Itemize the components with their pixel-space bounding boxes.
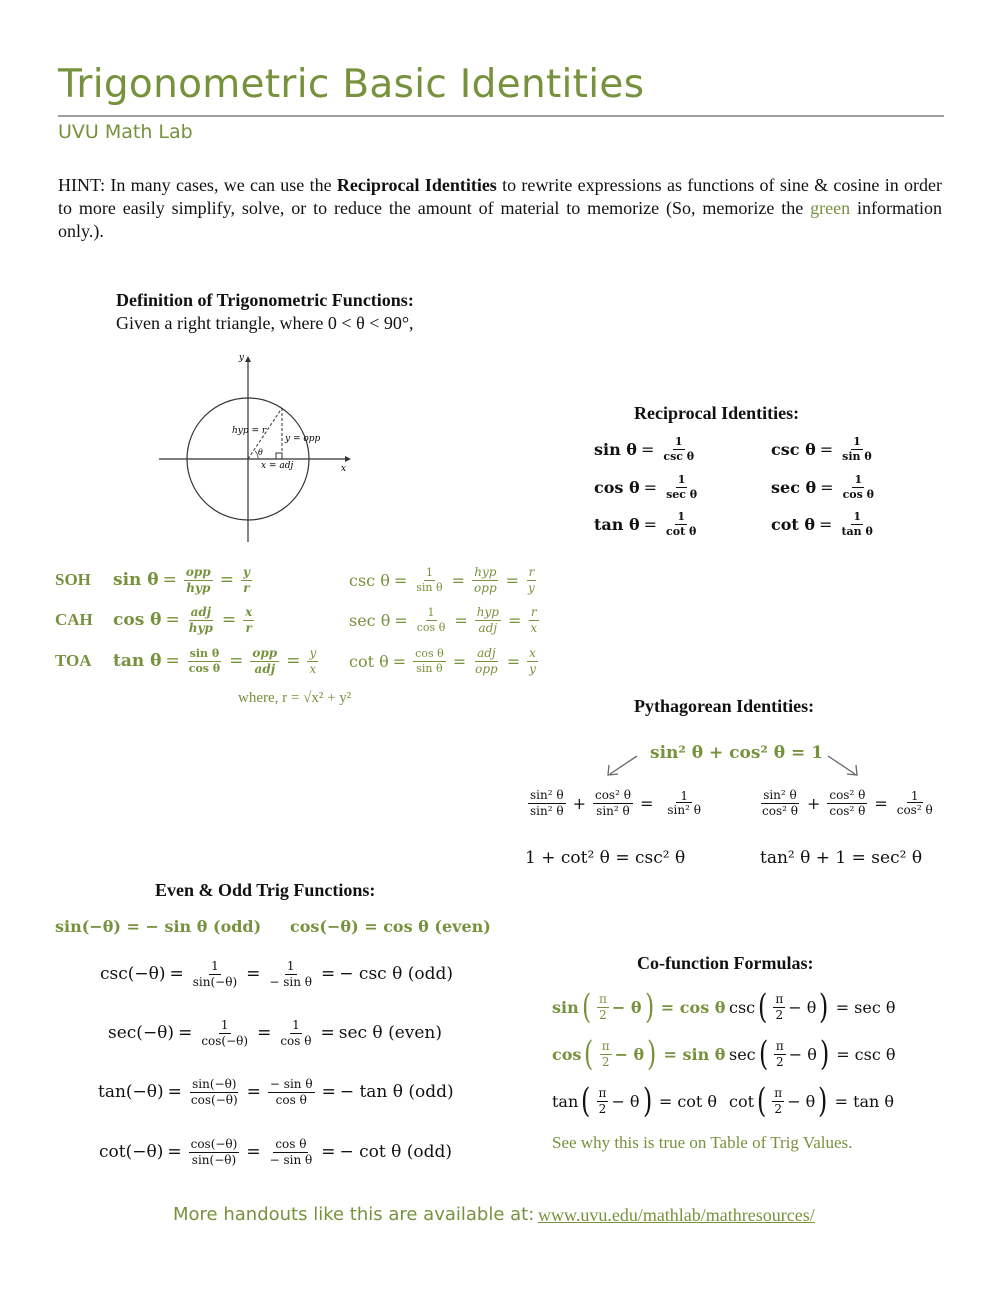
even-odd-cos: cos(−θ) = cos θ (even) bbox=[290, 917, 491, 936]
reciprocal-heading: Reciprocal Identities: bbox=[634, 403, 800, 423]
fraction: $\frac{y}{r}$ bbox=[242, 565, 250, 595]
left-arrow-icon bbox=[610, 756, 637, 774]
fraction: $\frac{\text{adj}}{\text{hyp}}$ bbox=[188, 605, 213, 635]
even-odd-cot: cot(−θ) = $\frac{\cos(-\theta)}{\sin(-\theta)}$ = $\frac{\text{cos θ}}{\text{− sin θ}}$ = − cot θ (odd) bbox=[99, 1137, 453, 1167]
csc-row: csc θ = $\frac{1}{\text{sin θ}}$ = $\frac{\text{hyp}}{\text{opp}}$ = $\frac{r}{y}$ bbox=[349, 565, 535, 595]
rfunc: cot θ bbox=[349, 651, 389, 671]
reciprocal-tan: tan θ = $\frac{1}{\text{cot θ}}$ bbox=[594, 510, 697, 538]
cofunction-note: See why this is true on Table of Trig Values. bbox=[552, 1133, 853, 1152]
even-odd-tan: tan(−θ) = $\frac{\sin(-\theta)}{\cos(-\theta)}$ = $\frac{\text{− sin θ}}{\text{cos θ}}$ = − tan θ (odd) bbox=[98, 1077, 454, 1107]
fraction: $\frac{\text{cos θ}}{\text{sin θ}}$ bbox=[415, 647, 444, 675]
right-angle-mark bbox=[276, 453, 282, 459]
fraction: $\frac{r}{x}$ bbox=[530, 605, 538, 635]
cofunction-heading: Co-function Formulas: bbox=[637, 953, 814, 973]
pythagorean-arrows bbox=[600, 748, 870, 783]
cot-row: cot θ = $\frac{\text{cos θ}}{\text{sin θ}}$ = $\frac{\text{adj}}{\text{opp}}$ = $\frac{x}{y}$ bbox=[349, 646, 536, 676]
sec-row: sec θ = $\frac{1}{\text{cos θ}}$ = $\frac{\text{hyp}}{\text{adj}}$ = $\frac{r}{x}$ bbox=[349, 605, 538, 635]
cah-row: CAH cos θ = $\frac{\text{adj}}{\text{hyp}}$ = $\frac{x}{r}$ bbox=[55, 605, 253, 635]
theta-label: θ bbox=[258, 448, 263, 457]
fraction: $\frac{x}{r}$ bbox=[245, 605, 253, 635]
mnemonic: SOH bbox=[55, 570, 91, 590]
x-axis-arrow bbox=[345, 456, 351, 462]
definition-heading: Definition of Trigonometric Functions: bbox=[116, 290, 414, 310]
fraction: $\frac{\text{hyp}}{\text{opp}}$ bbox=[474, 565, 497, 595]
pythagorean-result-left: 1 + cot² θ = csc² θ bbox=[525, 848, 686, 868]
cofunction-row-tan: tan ( $\frac{\pi}{2}$ − θ ) = cot θ bbox=[552, 1081, 718, 1121]
page-title: Trigonometric Basic Identities bbox=[58, 62, 645, 107]
mnemonic: TOA bbox=[55, 651, 92, 671]
fraction: $\frac{y}{x}$ bbox=[309, 646, 317, 676]
pythagorean-result-right: tan² θ + 1 = sec² θ bbox=[760, 848, 923, 868]
unit-circle-diagram bbox=[155, 350, 355, 545]
footer-link[interactable]: www.uvu.edu/mathlab/mathresources/ bbox=[538, 1205, 815, 1225]
where-note: where, r = √x² + y² bbox=[238, 690, 352, 706]
cofunction-row-sin: sin ( $\frac{\pi}{2}$ − θ ) = cos θ bbox=[552, 987, 726, 1027]
y-axis-arrow bbox=[245, 356, 251, 362]
hint-prefix: HINT: In many cases, we can use the bbox=[58, 175, 337, 195]
fraction: $\frac{1}{\text{sin θ}}$ bbox=[416, 566, 443, 594]
definition-given: Given a right triangle, where 0 < θ < 90°, bbox=[116, 313, 414, 333]
reciprocal-sin: sin θ = $\frac{1}{\text{csc θ}}$ bbox=[594, 435, 695, 463]
even-odd-csc: csc(−θ) = $\frac{1}{\sin(-\theta)}$ = $\frac{1}{\text{− sin θ}}$ = − csc θ (odd) bbox=[100, 959, 454, 989]
even-odd-sin: sin(−θ) = − sin θ (odd) bbox=[55, 917, 262, 936]
toa-row: TOA tan θ = $\frac{\text{sin θ}}{\text{cos θ}}$ = $\frac{\text{opp}}{\text{adj}}$ = $\frac{y}{x}$ bbox=[55, 646, 317, 676]
fraction: $\frac{\text{hyp}}{\text{adj}}$ bbox=[476, 605, 499, 635]
rfunc: csc θ bbox=[349, 570, 390, 590]
hint-middle: to rewrite expressions as functions of sine & cosine in order to more easily simplify, solve, or to reduce the amount of material to memorize (So, memorize the bbox=[58, 175, 942, 218]
even-odd-sec: sec(−θ) = $\frac{1}{\cos(-\theta)}$ = $\frac{1}{\text{cos θ}}$ = sec θ (even) bbox=[108, 1018, 443, 1048]
pythagorean-main: sin² θ + cos² θ = 1 bbox=[650, 743, 824, 763]
cofunction-row-sec: sec ( $\frac{\pi}{2}$ − θ ) = csc θ bbox=[729, 1034, 896, 1074]
fraction: $\frac{\text{adj}}{\text{opp}}$ bbox=[475, 646, 498, 676]
reciprocal-sec: sec θ = $\frac{1}{\text{cos θ}}$ bbox=[771, 473, 874, 501]
rfunc: sec θ bbox=[349, 610, 391, 630]
pythagorean-left-derivation: $\frac{\text{sin² θ}}{\text{sin² θ}}$ + $\frac{\text{cos² θ}}{\text{sin² θ}}$ = $\frac{1}{\text{sin² θ}}$ bbox=[530, 788, 701, 818]
hint-bold: Reciprocal Identities bbox=[336, 175, 497, 195]
cofunction-row-cot: cot ( $\frac{\pi}{2}$ − θ ) = tan θ bbox=[729, 1081, 895, 1121]
opp-label: y = opp bbox=[285, 434, 321, 444]
func: tan θ bbox=[113, 651, 162, 672]
pythagorean-heading: Pythagorean Identities: bbox=[634, 696, 815, 716]
fraction: $\frac{1}{\text{cos θ}}$ bbox=[416, 606, 446, 634]
title-rule bbox=[58, 115, 944, 117]
even-odd-heading: Even & Odd Trig Functions: bbox=[155, 880, 376, 900]
fraction: $\frac{\text{sin θ}}{\text{cos θ}}$ bbox=[188, 647, 221, 675]
func: sin θ bbox=[113, 570, 159, 591]
cofunction-row-cos: cos ( $\frac{\pi}{2}$ − θ ) = sin θ bbox=[552, 1034, 726, 1074]
func: cos θ bbox=[113, 610, 162, 631]
x-axis-label: x bbox=[341, 464, 347, 474]
cofunction-row-csc: csc ( $\frac{\pi}{2}$ − θ ) = sec θ bbox=[729, 987, 896, 1027]
reciprocal-cot: cot θ = $\frac{1}{\text{tan θ}}$ bbox=[771, 510, 873, 538]
soh-row: SOH sin θ = $\frac{\text{opp}}{\text{hyp}}$ = $\frac{y}{r}$ bbox=[55, 565, 250, 595]
fraction: $\frac{\text{opp}}{\text{hyp}}$ bbox=[185, 565, 211, 595]
fraction: $\frac{x}{y}$ bbox=[529, 646, 536, 676]
hint-suffix: information only.). bbox=[58, 198, 943, 241]
hyp-label: hyp = r bbox=[232, 426, 267, 436]
fraction: $\frac{\text{opp}}{\text{adj}}$ bbox=[252, 646, 278, 676]
mnemonic: CAH bbox=[55, 610, 93, 630]
right-arrow-icon bbox=[828, 756, 855, 774]
adj-label: x = adj bbox=[261, 461, 294, 471]
reciprocal-cos: cos θ = $\frac{1}{\text{sec θ}}$ bbox=[594, 473, 698, 501]
hint-green-word: green bbox=[810, 198, 851, 218]
hint-paragraph bbox=[58, 174, 942, 243]
pythagorean-right-derivation: $\frac{\text{sin² θ}}{\text{cos² θ}}$ + $\frac{\text{cos² θ}}{\text{cos² θ}}$ = $\frac{1}{\text{cos² θ}}$ bbox=[762, 788, 933, 818]
fraction: $\frac{r}{y}$ bbox=[528, 565, 535, 595]
reciprocal-csc: csc θ = $\frac{1}{\text{sin θ}}$ bbox=[771, 435, 872, 463]
footer-text: More handouts like this are available at: bbox=[173, 1204, 535, 1225]
y-axis-label: y bbox=[238, 353, 244, 363]
page-subtitle: UVU Math Lab bbox=[58, 121, 193, 143]
